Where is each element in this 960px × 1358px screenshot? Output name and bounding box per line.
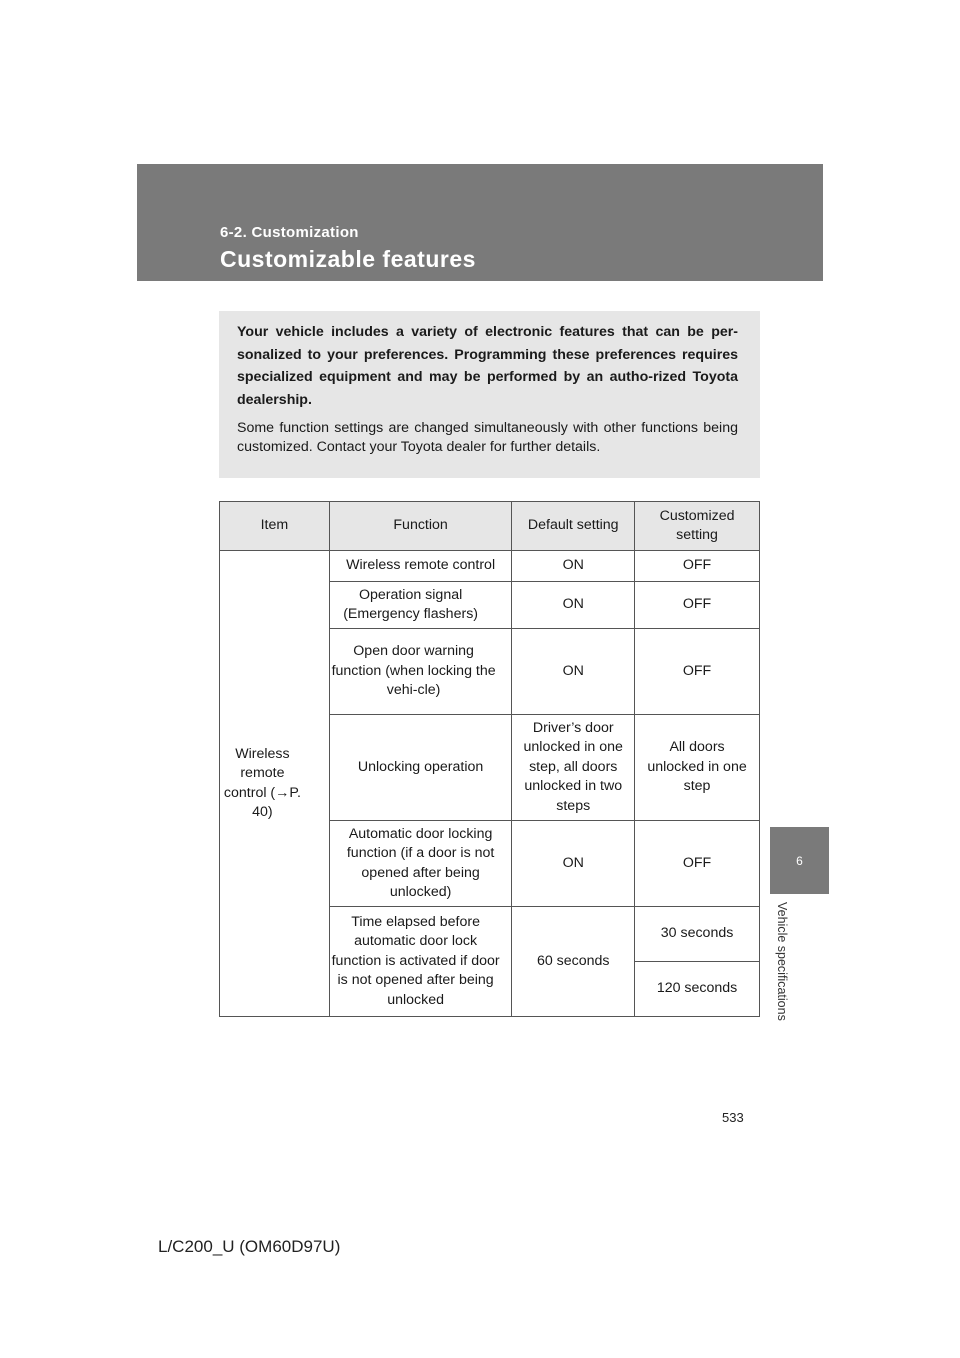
header-default-setting: Default setting (512, 502, 635, 551)
chapter-tab (770, 827, 829, 894)
customized-cell: OFF (635, 821, 760, 907)
customized-cell: OFF (635, 551, 760, 582)
chapter-number: 6 (796, 853, 803, 868)
features-table (219, 501, 760, 1017)
function-cell: Open door warning function (when locking the vehi-cle) (329, 629, 512, 715)
default-cell: ON (512, 821, 635, 907)
customized-cell: All doors unlocked in one step (635, 715, 760, 821)
page-number: 533 (722, 1110, 744, 1125)
intro-normal-text: Some function settings are changed simultaneously with other functions being customized. Contact your Toyota dealer for further details. (237, 420, 738, 455)
customized-cell: OFF (635, 629, 760, 715)
customized-cell-alt: 120 seconds (635, 962, 760, 1017)
customized-cell: OFF (635, 582, 760, 629)
default-cell: Driver’s door unlocked in one step, all doors unlocked in two steps (512, 715, 635, 821)
header-band (137, 164, 823, 281)
header-item: Item (220, 502, 330, 551)
function-cell: Unlocking operation (329, 715, 512, 821)
function-cell: Wireless remote control (329, 551, 512, 582)
default-cell: ON (512, 629, 635, 715)
table-row (220, 551, 760, 582)
section-label: 6-2. Customization (220, 224, 359, 241)
function-cell: Operation signal (Emergency flashers) (329, 582, 512, 629)
manual-code: L/C200_U (OM60D97U) (158, 1237, 341, 1256)
default-cell: ON (512, 551, 635, 582)
page-title: Customizable features (220, 246, 476, 272)
function-cell: Time elapsed before automatic door lock function is activated if door is not opened after being unlocked (329, 907, 512, 1017)
default-cell: 60 seconds (512, 907, 635, 1017)
chapter-label: Vehicle specifications (775, 902, 789, 1021)
header-customized-setting: Customized setting (635, 502, 760, 551)
intro-box (219, 311, 760, 478)
header-function: Function (329, 502, 512, 551)
table-header-row (220, 502, 760, 551)
intro-bold-text: Your vehicle includes a variety of electronic features that can be per-sonalized to your preferences. Programming these preferences requires specialized equipment and may be performed by an autho-rized Toyota dealership. (237, 324, 738, 408)
function-cell: Automatic door locking function (if a door is not opened after being unlocked) (329, 821, 512, 907)
customized-cell: 30 seconds (635, 907, 760, 962)
default-cell: ON (512, 582, 635, 629)
item-cell: Wireless remote control (→P. 40) (220, 551, 330, 1017)
